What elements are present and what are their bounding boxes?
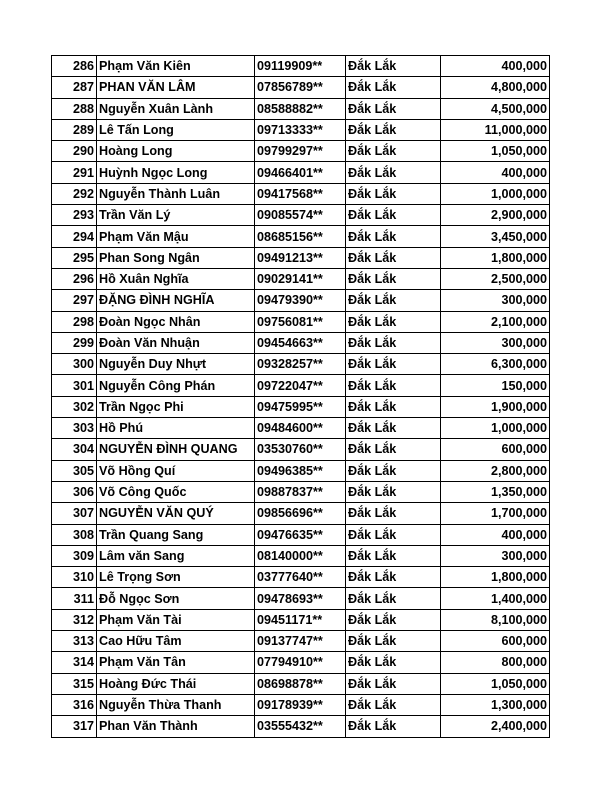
phone-number-cell: 09328257** — [255, 354, 346, 375]
row-number-cell: 304 — [52, 439, 97, 460]
phone-number-cell: 08140000** — [255, 545, 346, 566]
province-cell: Đắk Lắk — [346, 694, 441, 715]
donation-amount-cell: 1,050,000 — [441, 673, 550, 694]
province-cell: Đắk Lắk — [346, 673, 441, 694]
donation-amount-cell: 400,000 — [441, 162, 550, 183]
phone-number-cell: 09451171** — [255, 609, 346, 630]
donation-amount-cell: 6,300,000 — [441, 354, 550, 375]
phone-number-cell: 09454663** — [255, 332, 346, 353]
phone-number-cell: 09479390** — [255, 290, 346, 311]
row-number-cell: 314 — [52, 652, 97, 673]
province-cell: Đắk Lắk — [346, 141, 441, 162]
table-row — [52, 418, 550, 439]
province-cell: Đắk Lắk — [346, 311, 441, 332]
table-row — [52, 332, 550, 353]
row-number-cell: 312 — [52, 609, 97, 630]
donor-name-cell: Đỗ Ngọc Sơn — [97, 588, 255, 609]
row-number-cell: 297 — [52, 290, 97, 311]
table-row — [52, 226, 550, 247]
donor-name-cell: Phạm Văn Mậu — [97, 226, 255, 247]
donor-name-cell: Cao Hữu Tâm — [97, 631, 255, 652]
row-number-cell: 299 — [52, 332, 97, 353]
donation-amount-cell: 2,100,000 — [441, 311, 550, 332]
province-cell: Đắk Lắk — [346, 439, 441, 460]
row-number-cell: 287 — [52, 77, 97, 98]
table-row — [52, 141, 550, 162]
table-row — [52, 588, 550, 609]
row-number-cell: 286 — [52, 56, 97, 77]
donation-amount-cell: 1,350,000 — [441, 481, 550, 502]
donation-amount-cell: 4,800,000 — [441, 77, 550, 98]
province-cell: Đắk Lắk — [346, 524, 441, 545]
table-row — [52, 56, 550, 77]
donation-amount-cell: 600,000 — [441, 631, 550, 652]
row-number-cell: 302 — [52, 396, 97, 417]
donation-amount-cell: 400,000 — [441, 56, 550, 77]
province-cell: Đắk Lắk — [346, 56, 441, 77]
row-number-cell: 309 — [52, 545, 97, 566]
donation-amount-cell: 1,300,000 — [441, 694, 550, 715]
table-row — [52, 631, 550, 652]
province-cell: Đắk Lắk — [346, 631, 441, 652]
donation-amount-cell: 300,000 — [441, 290, 550, 311]
phone-number-cell: 07794910** — [255, 652, 346, 673]
province-cell: Đắk Lắk — [346, 290, 441, 311]
donation-amount-cell: 2,500,000 — [441, 268, 550, 289]
province-cell: Đắk Lắk — [346, 226, 441, 247]
donor-name-cell: Phan Văn Thành — [97, 716, 255, 737]
phone-number-cell: 09722047** — [255, 375, 346, 396]
donor-name-cell: Phan Song Ngân — [97, 247, 255, 268]
province-cell: Đắk Lắk — [346, 119, 441, 140]
donor-name-cell: Lâm văn Sang — [97, 545, 255, 566]
phone-number-cell: 09713333** — [255, 119, 346, 140]
row-number-cell: 307 — [52, 503, 97, 524]
donation-amount-cell: 3,450,000 — [441, 226, 550, 247]
province-cell: Đắk Lắk — [346, 162, 441, 183]
donor-name-cell: Phạm Văn Kiên — [97, 56, 255, 77]
phone-number-cell: 03777640** — [255, 567, 346, 588]
phone-number-cell: 09137747** — [255, 631, 346, 652]
donor-name-cell: NGUYỄN ĐÌNH QUANG — [97, 439, 255, 460]
donor-table — [51, 55, 550, 738]
phone-number-cell: 08685156** — [255, 226, 346, 247]
table-row — [52, 460, 550, 481]
donor-name-cell: Hồ Phú — [97, 418, 255, 439]
donor-name-cell: Đoàn Văn Nhuận — [97, 332, 255, 353]
donor-name-cell: Nguyễn Thừa Thanh — [97, 694, 255, 715]
document-page — [51, 55, 549, 738]
donor-name-cell: Trần Ngọc Phi — [97, 396, 255, 417]
donation-amount-cell: 1,800,000 — [441, 567, 550, 588]
table-row — [52, 268, 550, 289]
phone-number-cell: 08698878** — [255, 673, 346, 694]
table-row — [52, 205, 550, 226]
donation-amount-cell: 1,400,000 — [441, 588, 550, 609]
province-cell: Đắk Lắk — [346, 418, 441, 439]
table-row — [52, 652, 550, 673]
province-cell: Đắk Lắk — [346, 268, 441, 289]
table-row — [52, 119, 550, 140]
donation-amount-cell: 8,100,000 — [441, 609, 550, 630]
table-row — [52, 694, 550, 715]
donor-name-cell: Hoàng Đức Thái — [97, 673, 255, 694]
phone-number-cell: 09119909** — [255, 56, 346, 77]
phone-number-cell: 09178939** — [255, 694, 346, 715]
phone-number-cell: 09856696** — [255, 503, 346, 524]
donor-name-cell: PHAN VĂN LÂM — [97, 77, 255, 98]
row-number-cell: 293 — [52, 205, 97, 226]
table-row — [52, 439, 550, 460]
row-number-cell: 288 — [52, 98, 97, 119]
province-cell: Đắk Lắk — [346, 652, 441, 673]
table-row — [52, 503, 550, 524]
row-number-cell: 313 — [52, 631, 97, 652]
phone-number-cell: 09417568** — [255, 183, 346, 204]
province-cell: Đắk Lắk — [346, 481, 441, 502]
phone-number-cell: 03555432** — [255, 716, 346, 737]
row-number-cell: 311 — [52, 588, 97, 609]
row-number-cell: 290 — [52, 141, 97, 162]
donor-name-cell: Trần Văn Lý — [97, 205, 255, 226]
donation-amount-cell: 150,000 — [441, 375, 550, 396]
donation-amount-cell: 2,400,000 — [441, 716, 550, 737]
row-number-cell: 316 — [52, 694, 97, 715]
row-number-cell: 295 — [52, 247, 97, 268]
row-number-cell: 305 — [52, 460, 97, 481]
province-cell: Đắk Lắk — [346, 588, 441, 609]
phone-number-cell: 09478693** — [255, 588, 346, 609]
table-row — [52, 396, 550, 417]
table-row — [52, 290, 550, 311]
province-cell: Đắk Lắk — [346, 375, 441, 396]
row-number-cell: 292 — [52, 183, 97, 204]
row-number-cell: 301 — [52, 375, 97, 396]
row-number-cell: 294 — [52, 226, 97, 247]
province-cell: Đắk Lắk — [346, 716, 441, 737]
phone-number-cell: 07856789** — [255, 77, 346, 98]
row-number-cell: 291 — [52, 162, 97, 183]
table-row — [52, 716, 550, 737]
row-number-cell: 300 — [52, 354, 97, 375]
row-number-cell: 296 — [52, 268, 97, 289]
table-row — [52, 183, 550, 204]
table-row — [52, 524, 550, 545]
phone-number-cell: 09029141** — [255, 268, 346, 289]
table-row — [52, 545, 550, 566]
phone-number-cell: 09466401** — [255, 162, 346, 183]
province-cell: Đắk Lắk — [346, 609, 441, 630]
row-number-cell: 308 — [52, 524, 97, 545]
donor-name-cell: Lê Trọng Sơn — [97, 567, 255, 588]
donation-amount-cell: 600,000 — [441, 439, 550, 460]
table-row — [52, 481, 550, 502]
table-row — [52, 375, 550, 396]
donation-amount-cell: 1,900,000 — [441, 396, 550, 417]
phone-number-cell: 09756081** — [255, 311, 346, 332]
phone-number-cell: 09799297** — [255, 141, 346, 162]
donation-amount-cell: 1,050,000 — [441, 141, 550, 162]
donor-name-cell: Đoàn Ngọc Nhân — [97, 311, 255, 332]
row-number-cell: 303 — [52, 418, 97, 439]
row-number-cell: 306 — [52, 481, 97, 502]
phone-number-cell: 09475995** — [255, 396, 346, 417]
phone-number-cell: 09491213** — [255, 247, 346, 268]
donor-name-cell: Võ Hồng Quí — [97, 460, 255, 481]
donor-table-body — [52, 56, 550, 738]
donation-amount-cell: 11,000,000 — [441, 119, 550, 140]
province-cell: Đắk Lắk — [346, 183, 441, 204]
table-row — [52, 311, 550, 332]
donor-name-cell: Huỳnh Ngọc Long — [97, 162, 255, 183]
donor-name-cell: Võ Công Quốc — [97, 481, 255, 502]
table-row — [52, 673, 550, 694]
row-number-cell: 310 — [52, 567, 97, 588]
phone-number-cell: 09476635** — [255, 524, 346, 545]
phone-number-cell: 09887837** — [255, 481, 346, 502]
phone-number-cell: 03530760** — [255, 439, 346, 460]
province-cell: Đắk Lắk — [346, 247, 441, 268]
province-cell: Đắk Lắk — [346, 205, 441, 226]
donation-amount-cell: 4,500,000 — [441, 98, 550, 119]
table-row — [52, 77, 550, 98]
province-cell: Đắk Lắk — [346, 332, 441, 353]
donor-name-cell: Hồ Xuân Nghĩa — [97, 268, 255, 289]
province-cell: Đắk Lắk — [346, 98, 441, 119]
donor-name-cell: NGUYỄN VĂN QUÝ — [97, 503, 255, 524]
table-row — [52, 354, 550, 375]
donation-amount-cell: 1,000,000 — [441, 418, 550, 439]
donor-name-cell: Nguyễn Công Phán — [97, 375, 255, 396]
donation-amount-cell: 400,000 — [441, 524, 550, 545]
table-row — [52, 98, 550, 119]
row-number-cell: 298 — [52, 311, 97, 332]
phone-number-cell: 09496385** — [255, 460, 346, 481]
province-cell: Đắk Lắk — [346, 545, 441, 566]
donor-name-cell: Phạm Văn Tài — [97, 609, 255, 630]
donor-name-cell: Lê Tấn Long — [97, 119, 255, 140]
table-row — [52, 609, 550, 630]
table-row — [52, 162, 550, 183]
province-cell: Đắk Lắk — [346, 354, 441, 375]
donation-amount-cell: 2,900,000 — [441, 205, 550, 226]
donor-name-cell: Nguyễn Thành Luân — [97, 183, 255, 204]
donation-amount-cell: 1,000,000 — [441, 183, 550, 204]
donor-name-cell: Nguyễn Xuân Lành — [97, 98, 255, 119]
phone-number-cell: 08588882** — [255, 98, 346, 119]
phone-number-cell: 09484600** — [255, 418, 346, 439]
province-cell: Đắk Lắk — [346, 77, 441, 98]
donor-name-cell: Phạm Văn Tân — [97, 652, 255, 673]
donation-amount-cell: 300,000 — [441, 332, 550, 353]
donor-name-cell: ĐẶNG ĐÌNH NGHĨA — [97, 290, 255, 311]
donor-name-cell: Nguyễn Duy Nhựt — [97, 354, 255, 375]
donation-amount-cell: 1,800,000 — [441, 247, 550, 268]
province-cell: Đắk Lắk — [346, 503, 441, 524]
row-number-cell: 315 — [52, 673, 97, 694]
row-number-cell: 317 — [52, 716, 97, 737]
row-number-cell: 289 — [52, 119, 97, 140]
province-cell: Đắk Lắk — [346, 567, 441, 588]
donation-amount-cell: 2,800,000 — [441, 460, 550, 481]
donor-name-cell: Trần Quang Sang — [97, 524, 255, 545]
table-row — [52, 567, 550, 588]
donor-name-cell: Hoàng Long — [97, 141, 255, 162]
donation-amount-cell: 800,000 — [441, 652, 550, 673]
province-cell: Đắk Lắk — [346, 460, 441, 481]
donation-amount-cell: 1,700,000 — [441, 503, 550, 524]
table-row — [52, 247, 550, 268]
donation-amount-cell: 300,000 — [441, 545, 550, 566]
phone-number-cell: 09085574** — [255, 205, 346, 226]
province-cell: Đắk Lắk — [346, 396, 441, 417]
